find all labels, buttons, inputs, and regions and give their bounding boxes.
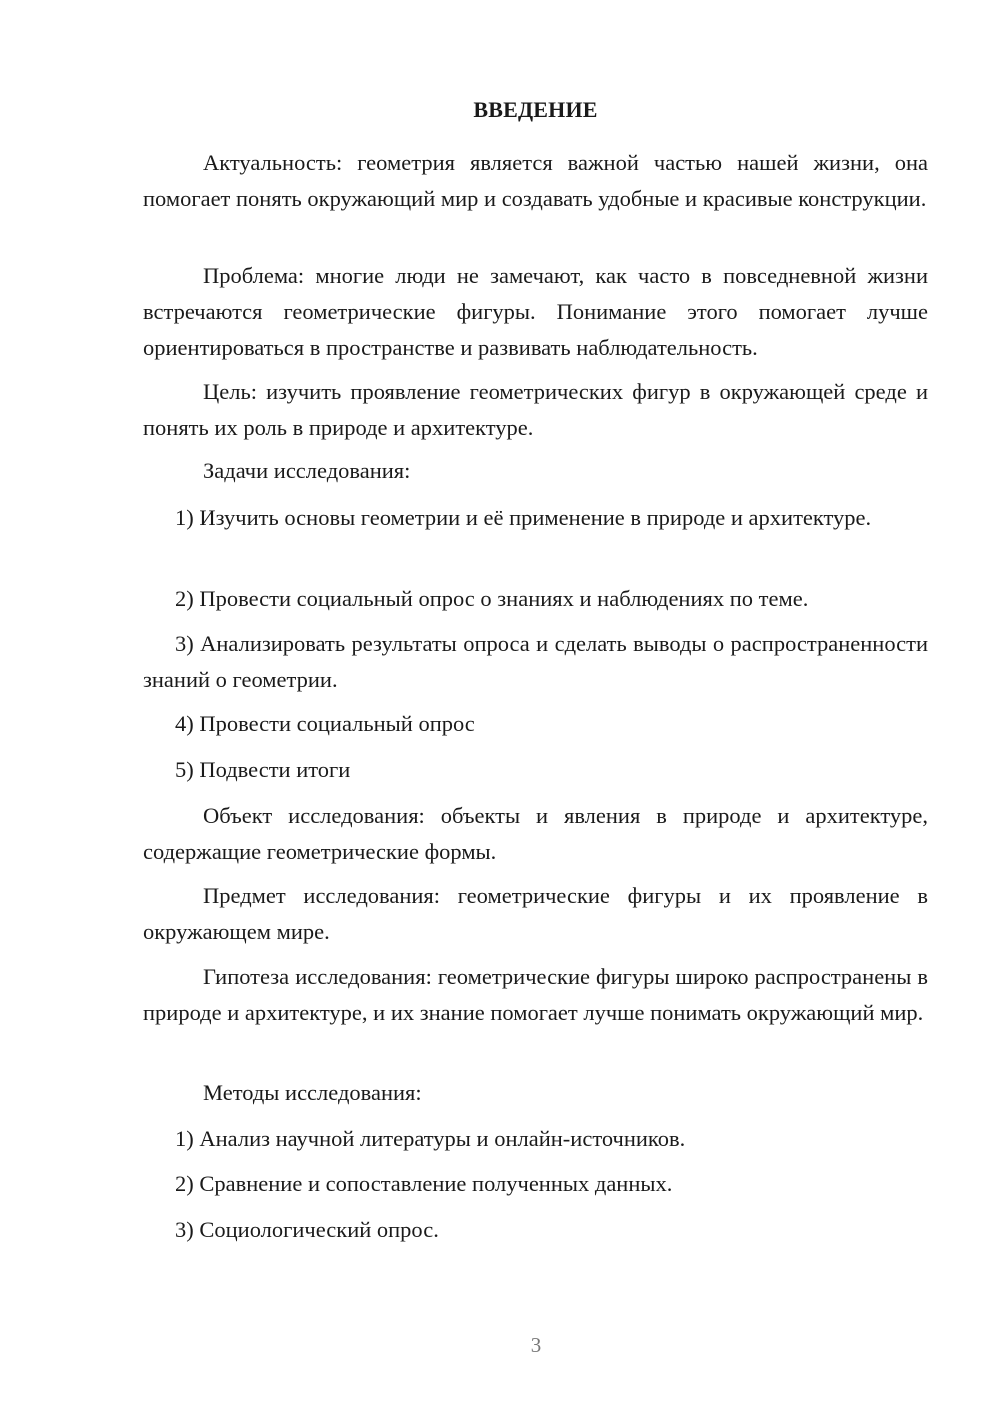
task-item-5: 5) Подвести итоги [175, 757, 351, 782]
paragraph-methods-heading: Методы исследования: [203, 1080, 422, 1105]
paragraph-problem: Проблема: многие люди не замечают, как часто в повседневной жизни встречаются геометрические фигуры. Понимание этого помогает лучше ориентироваться в пространстве и развивать наблюдательность. [143, 263, 928, 360]
task-item-4: 4) Провести социальный опрос [175, 711, 475, 736]
paragraph-subject: Предмет исследования: геометрические фигуры и их проявление в окружающем мире. [143, 883, 928, 944]
paragraph-hypothesis: Гипотеза исследования: геометрические фигуры широко распространены в природе и архитектуре, и их знание помогает лучше понимать окружающий мир. [143, 964, 928, 1025]
paragraph-relevance: Актуальность: геометрия является важной частью нашей жизни, она помогает понять окружающий мир и создавать удобные и красивые конструкции. [143, 150, 928, 211]
paragraph-object: Объект исследования: объекты и явления в природе и архитектуре, содержащие геометрические формы. [143, 803, 928, 864]
page-number: 3 [530, 1333, 542, 1357]
paragraph-tasks-heading: Задачи исследования: [203, 458, 411, 483]
method-item-1: 1) Анализ научной литературы и онлайн-источников. [175, 1126, 686, 1151]
method-item-3: 3) Социологический опрос. [175, 1217, 439, 1242]
paragraph-goal: Цель: изучить проявление геометрических фигур в окружающей среде и понять их роль в природе и архитектуре. [143, 379, 928, 440]
task-item-3: 3) Анализировать результаты опроса и сделать выводы о распространенности знаний о геометрии. [143, 631, 928, 692]
section-heading: ВВЕДЕНИЕ [473, 97, 598, 122]
method-item-2: 2) Сравнение и сопоставление полученных данных. [175, 1171, 673, 1196]
task-item-1: 1) Изучить основы геометрии и её применение в природе и архитектуре. [175, 505, 872, 530]
task-item-2: 2) Провести социальный опрос о знаниях и наблюдениях по теме. [175, 586, 809, 611]
